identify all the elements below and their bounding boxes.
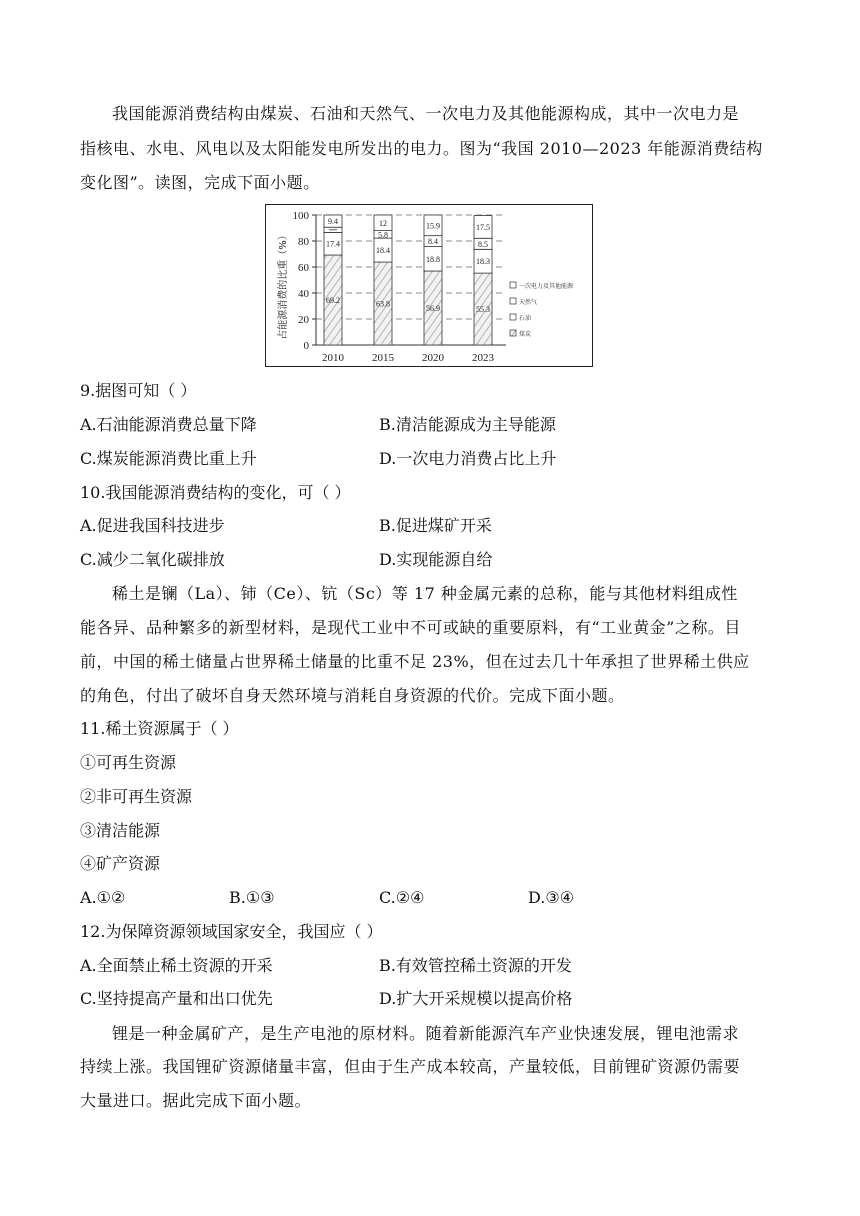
data-label: 63.8 xyxy=(376,299,390,309)
q11-option-b[interactable]: B.①③ xyxy=(229,888,275,907)
y-tick-label: 20 xyxy=(298,314,309,326)
q10-option-a[interactable]: A.促进我国科技进步 xyxy=(80,516,225,535)
q11-option-a[interactable]: A.①② xyxy=(80,888,126,907)
data-label: 56.9 xyxy=(426,304,440,314)
chart-svg xyxy=(266,205,591,365)
q10-option-c[interactable]: C.减少二氧化碳排放 xyxy=(80,550,225,569)
q12-option-d[interactable]: D.扩大开采规模以提高价格 xyxy=(379,989,573,1008)
q11-item-1: ①可再生资源 xyxy=(80,753,177,772)
energy-structure-chart xyxy=(265,204,593,367)
q11-stem: 11.稀土资源属于（ ） xyxy=(80,719,239,738)
intro2-line-1: 稀土是镧（La）、铈（Ce）、钪（Sc）等 17 种金属元素的总称，能与其他材料组成性 xyxy=(112,584,738,603)
intro1-line-2: 指核电、水电、风电以及太阳能发电所发出的电力。图为“我国 2010—2023 年能源消费结构 xyxy=(80,139,763,158)
data-label: 5.8 xyxy=(378,230,388,240)
x-tick-label: 2023 xyxy=(472,352,494,364)
data-label: 8.4 xyxy=(428,237,438,247)
data-label: 8.5 xyxy=(478,239,488,249)
intro2-line-3: 前，中国的稀土储量占世界稀土储量的比重不足 23%，但在过去几十年承担了世界稀土供应 xyxy=(80,652,750,671)
x-tick-label: 2020 xyxy=(422,352,444,364)
q12-stem: 12.为保障资源领域国家安全，我国应（ ） xyxy=(80,922,383,941)
data-label: 17.4 xyxy=(326,239,340,249)
q11-item-2: ②非可再生资源 xyxy=(80,787,193,806)
data-label: 18.8 xyxy=(426,254,440,264)
data-label: 69.2 xyxy=(326,296,340,306)
legend-label: 煤炭 xyxy=(519,331,532,338)
q9-option-b[interactable]: B.清洁能源成为主导能源 xyxy=(379,415,556,434)
q9-option-d[interactable]: D.一次电力消费占比上升 xyxy=(379,449,557,468)
data-label: 9.4 xyxy=(328,217,338,227)
legend-swatch xyxy=(510,282,516,288)
data-label: 17.5 xyxy=(476,222,490,232)
intro2-line-4: 的角色，付出了破坏自身天然环境与消耗自身资源的代价。完成下面小题。 xyxy=(80,686,625,705)
legend-swatch xyxy=(510,298,516,304)
y-tick-label: 80 xyxy=(298,236,309,248)
x-tick-label: 2010 xyxy=(322,352,344,364)
data-label: 18.3 xyxy=(476,257,490,267)
q10-stem: 10.我国能源消费结构的变化，可（ ） xyxy=(80,483,351,502)
legend-swatch xyxy=(510,314,516,320)
data-label: 55.3 xyxy=(476,305,490,315)
legend-label: 一次电力及其他能源 xyxy=(519,283,574,290)
x-tick-label: 2015 xyxy=(372,352,394,364)
q12-option-b[interactable]: B.有效管控稀土资源的开发 xyxy=(379,956,572,975)
q10-option-b[interactable]: B.促进煤矿开采 xyxy=(379,516,492,535)
data-label: 18.4 xyxy=(376,246,390,256)
legend-label: 石油 xyxy=(519,315,532,322)
q11-option-d[interactable]: D.③④ xyxy=(528,888,575,907)
intro1-line-1: 我国能源消费结构由煤炭、石油和天然气、一次电力及其他能源构成，其中一次电力是 xyxy=(112,104,740,123)
y-tick-label: 100 xyxy=(292,210,309,222)
intro3-line-2: 持续上涨。我国锂矿资源储量丰富，但由于生产成本较高，产量较低，目前锂矿资源仍需要 xyxy=(80,1057,741,1076)
y-tick-label: 0 xyxy=(303,340,309,352)
intro1-line-3: 变化图”。读图，完成下面小题。 xyxy=(80,173,320,192)
q9-option-a[interactable]: A.石油能源消费总量下降 xyxy=(80,415,257,434)
intro3-line-1: 锂是一种金属矿产，是生产电池的原材料。随着新能源汽车产业快速发展，锂电池需求 xyxy=(112,1024,740,1043)
q9-stem: 9.据图可知（ ） xyxy=(80,381,197,400)
y-axis-label: 占能源消费的比重（%） xyxy=(278,230,289,340)
q11-option-c[interactable]: C.②④ xyxy=(379,888,425,907)
legend-swatch xyxy=(510,330,516,336)
q11-item-4: ④矿产资源 xyxy=(80,854,161,873)
y-tick-label: 40 xyxy=(298,288,309,300)
intro2-line-2: 能各异、品种繁多的新型材料，是现代工业中不可或缺的重要原料，有“工业黄金”之称。目 xyxy=(80,618,741,637)
q12-option-c[interactable]: C.坚持提高产量和出口优先 xyxy=(80,989,273,1008)
y-tick-label: 60 xyxy=(298,262,309,274)
q11-item-3: ③清洁能源 xyxy=(80,821,161,840)
intro3-line-3: 大量进口。据此完成下面小题。 xyxy=(80,1091,312,1110)
data-label: 15.9 xyxy=(426,221,440,231)
legend-label: 天然气 xyxy=(519,299,538,306)
q10-option-d[interactable]: D.实现能源自给 xyxy=(379,550,493,569)
q9-option-c[interactable]: C.煤炭能源消费比重上升 xyxy=(80,449,257,468)
data-label: 12 xyxy=(379,218,387,228)
q12-option-a[interactable]: A.全面禁止稀土资源的开采 xyxy=(80,956,273,975)
